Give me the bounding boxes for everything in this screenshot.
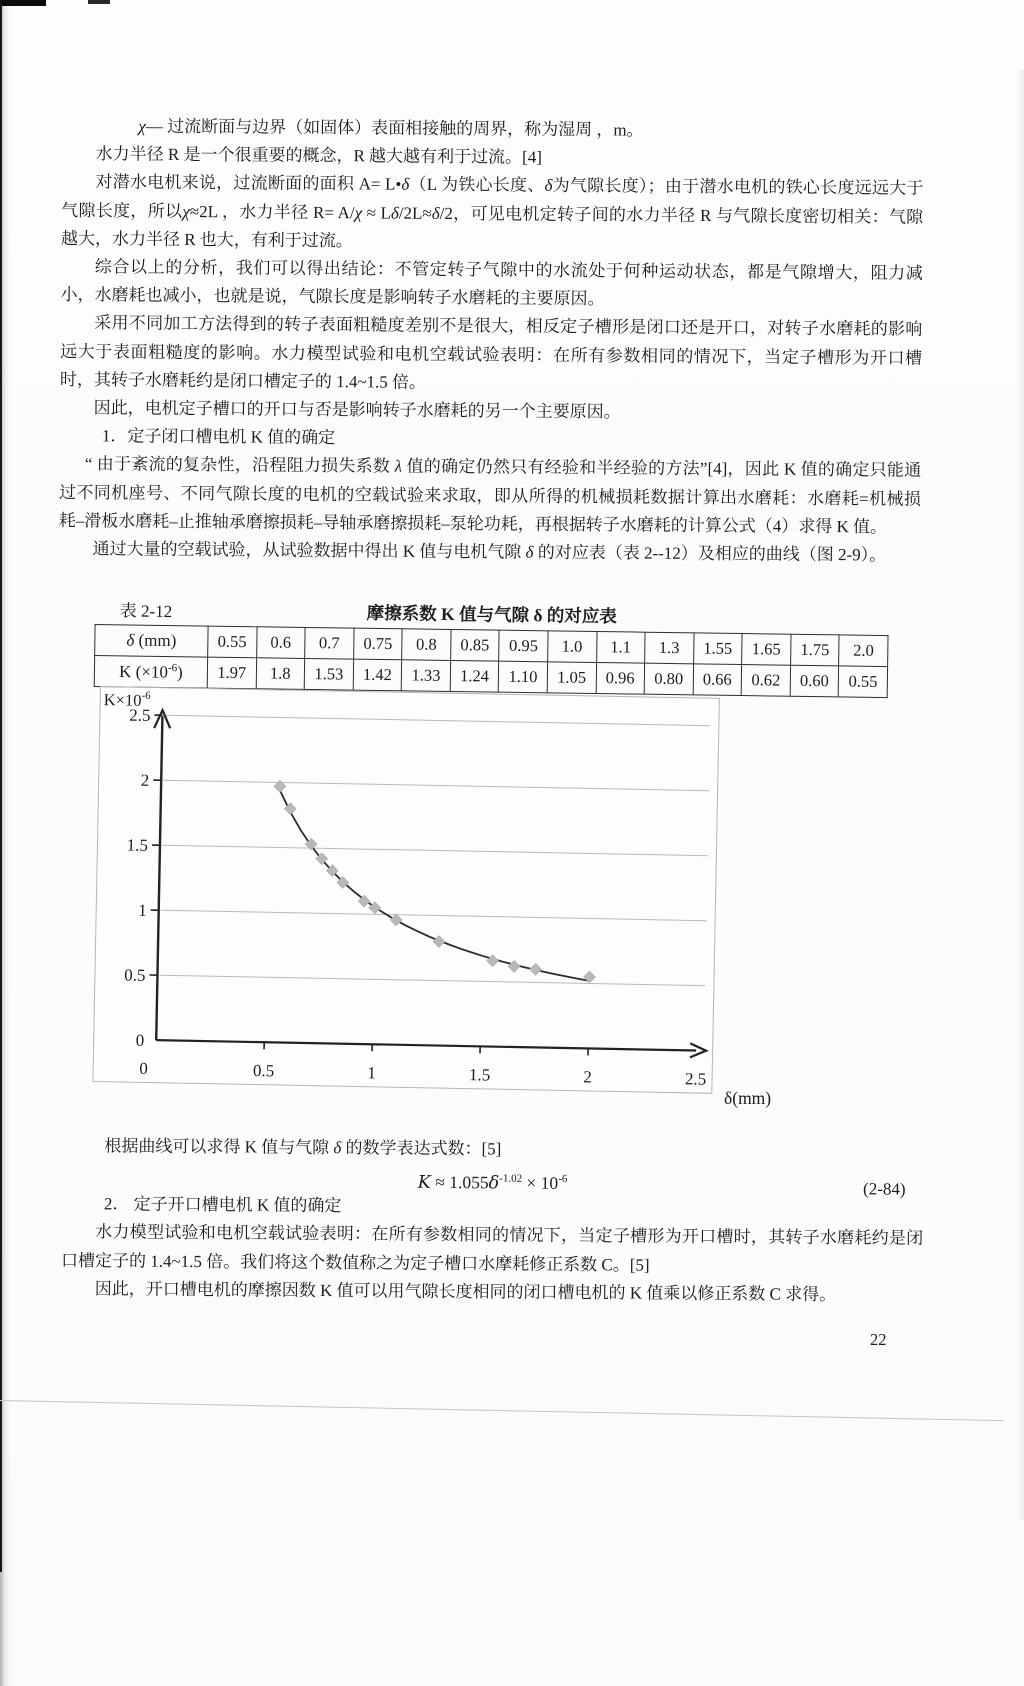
table-cell: 0.75 [353,628,402,660]
paragraph: 因此，电机定子槽口的开口与否是影响转子水磨耗的另一个主要原因。 [93,398,621,422]
paragraph: 采用不同加工方法得到的转子表面粗糙度差别不是很大，相反定子槽形是闭口还是开口，对转子水磨耗的影响远大于表面粗糙度的影响。水力模型试验和电机空载试验表明：在所有参数相同的情况下，当定子槽形为开口槽时，其转子水磨耗约是闭口槽定子的 1.4~1.5 倍。 [59,313,923,392]
paragraph: 水力半径 R 是一个很重要的概念，R 越大越有利于过流。[4] [95,144,542,167]
scan-crease-line [0,1400,1004,1421]
formula-mult: × 10 [522,1172,559,1193]
table-cell: 0.95 [499,630,548,662]
table-cell: 1.3 [645,632,694,664]
table-cell: 0.66 [693,664,742,696]
table-cell: 0.62 [741,665,790,697]
paragraph: χ— 过流断面与边界（如固体）表面相接触的周界，称为湿周 ，m。 [138,116,644,140]
y-tick-label: 0.5 [124,965,146,985]
x-tick-label: 1 [367,1063,377,1083]
table-cell: 0.7 [305,627,354,659]
data-point-diamond [583,971,595,983]
x-axis [156,1040,696,1050]
table-cell: 1.53 [304,658,353,690]
gridline [159,975,705,985]
data-point-diamond [433,935,445,947]
y-tick-label: 2 [140,770,150,790]
y-tick-label: 0 [135,1030,145,1050]
formula-approx: ≈ 1.055 [430,1171,489,1193]
equation-number: (2-84) [863,1179,906,1199]
page-number: 22 [870,1330,887,1349]
lower-text-part2 [61,1190,924,1310]
formula-exponent: -1.02 [499,1172,523,1185]
paragraph: 1．定子闭口槽电机 K 值的确定 [101,426,336,448]
x-tick-label: 2 [583,1067,593,1087]
table-cell: 0.96 [596,663,645,695]
paragraph: 综合以上的分析，我们可以得出结论：不管定转子气隙中的水流处于何种运动状态，都是气隙增大，阻力减小，水磨耗也减小，也就是说，气隙长度是影响转子水磨耗的主要原因。 [60,257,923,309]
table-cell: 0.80 [644,663,693,695]
y-axis-unit-label: $K\times 10^{-6}$ [103,689,151,710]
x-tick-label: 0.5 [252,1061,275,1081]
data-point-diamond [486,955,498,967]
upper-text-block [58,112,924,570]
table-cell: δ (mm) [95,625,208,658]
paragraph: 对潜水电机来说，过流断面的面积 A= L•δ（L 为铁心长度、δ为气隙长度）；由于潜水电机的铁心长度远远大于气隙长度，所以χ≈2L ，水力半径 R= A/χ ≈ Lδ/2L≈δ/2，可见电机定转子间的水力半径 R 与气隙长度密切相关：气隙越大，水力半径 R 也大，有利于过流。 [60,172,924,251]
table-cell: 1.97 [207,657,256,689]
k-delta-chart [93,687,718,1093]
scan-right-shade [1016,70,1024,1520]
k-delta-formula [418,1172,568,1193]
table-cell: 0.85 [450,629,499,661]
y-tick-label: 1.5 [126,835,149,855]
table-cell: 1.65 [742,634,791,666]
y-axis [156,716,162,1040]
x-tick-label: 0 [139,1058,149,1078]
table-cell: 1.0 [548,631,597,663]
k-delta-table [94,624,889,698]
table-cell: 0.55 [838,666,887,698]
data-point-diamond [508,960,520,972]
x-tick-label: 2.5 [684,1069,707,1089]
table-cell: 1.10 [499,661,548,693]
table-cell: 0.6 [256,627,305,659]
gridline [164,715,710,725]
y-tick-label: 2.5 [129,705,151,725]
table-cell: 1.75 [790,634,839,666]
table-cell: 1.55 [693,633,742,665]
y-tick-label: 1 [138,900,147,920]
table-cell: 0.8 [402,629,451,661]
formula-exponent-2: -6 [558,1173,568,1186]
scan-artifact-top-mark [88,0,110,4]
formula-lhs: K [417,1172,431,1193]
table-cell: 0.60 [790,665,839,697]
table-cell: 1.42 [353,659,402,691]
table-cell: 1.33 [401,660,450,692]
paragraph: “ 由于紊流的复杂性，沿程阻力损失系数 λ 值的确定仍然只有经验和半经验的方法”[4]，因此 K 值的确定只能通过不同机座号、不同气隙长度的电机的空载试验来求取，即从所得的机械损耗数据计算出水磨耗：水磨耗=机械损耗–滑板水磨耗–止推轴承磨擦损耗–导轴承磨擦损耗–泵轮功耗，再根据转子水磨耗的计算公式（4）求得 K 值。 [58,454,922,537]
paragraph: 根据曲线可以求得 K 值与气隙 δ 的数学表达式数：[5] [104,1136,502,1159]
table-cell: K $(\times 10^{-6})$ [94,656,207,689]
data-point-diamond [530,963,542,975]
gridline [163,780,709,790]
paragraph: 通过大量的空载试验，从试验数据中得出 K 值与电机气隙 δ 的对应表（表 2--12）及相应的曲线（图 2-9）。 [92,539,887,565]
table-cell: 1.1 [596,632,645,664]
paragraph: 因此，开口槽电机的摩擦因数 K 值可以用气隙长度相同的闭口槽电机的 K 值乘以修正系数 C 求得。 [94,1279,837,1304]
formula-delta: δ [488,1173,500,1194]
table-cell: 1.8 [256,658,305,690]
fit-curve [276,790,593,981]
table-title: 摩擦系数 K 值与气隙 δ 的对应表 [366,602,618,627]
lower-text-block [61,1132,924,1310]
table-2-12-section [94,596,889,698]
table-cell: 2.0 [839,635,888,667]
table-cell: 1.05 [547,662,596,694]
table-cell: 1.24 [450,660,499,692]
gridline [162,845,708,855]
gridline [161,910,707,920]
chart-frame [92,686,719,1094]
paragraph: 2． 定子开口槽电机 K 值的确定 [103,1194,342,1216]
chart-x-axis-unit-label: δ(mm) [724,1088,772,1108]
paragraph: 水力模型试验和电机空载试验表明：在所有参数相同的情况下，当定子槽形为开口槽时，其转子水磨耗约是闭口槽定子的 1.4~1.5 倍。我们将这个数值称之为定子槽口水摩耗修正系数 C。[5] [60,1222,924,1275]
table-cell: 0.55 [208,626,257,658]
data-point-diamond [390,914,402,926]
table-label: 表 2-12 [119,601,173,622]
scan-left-edge-line [0,0,2,1572]
x-tick-label: 1.5 [468,1065,491,1085]
